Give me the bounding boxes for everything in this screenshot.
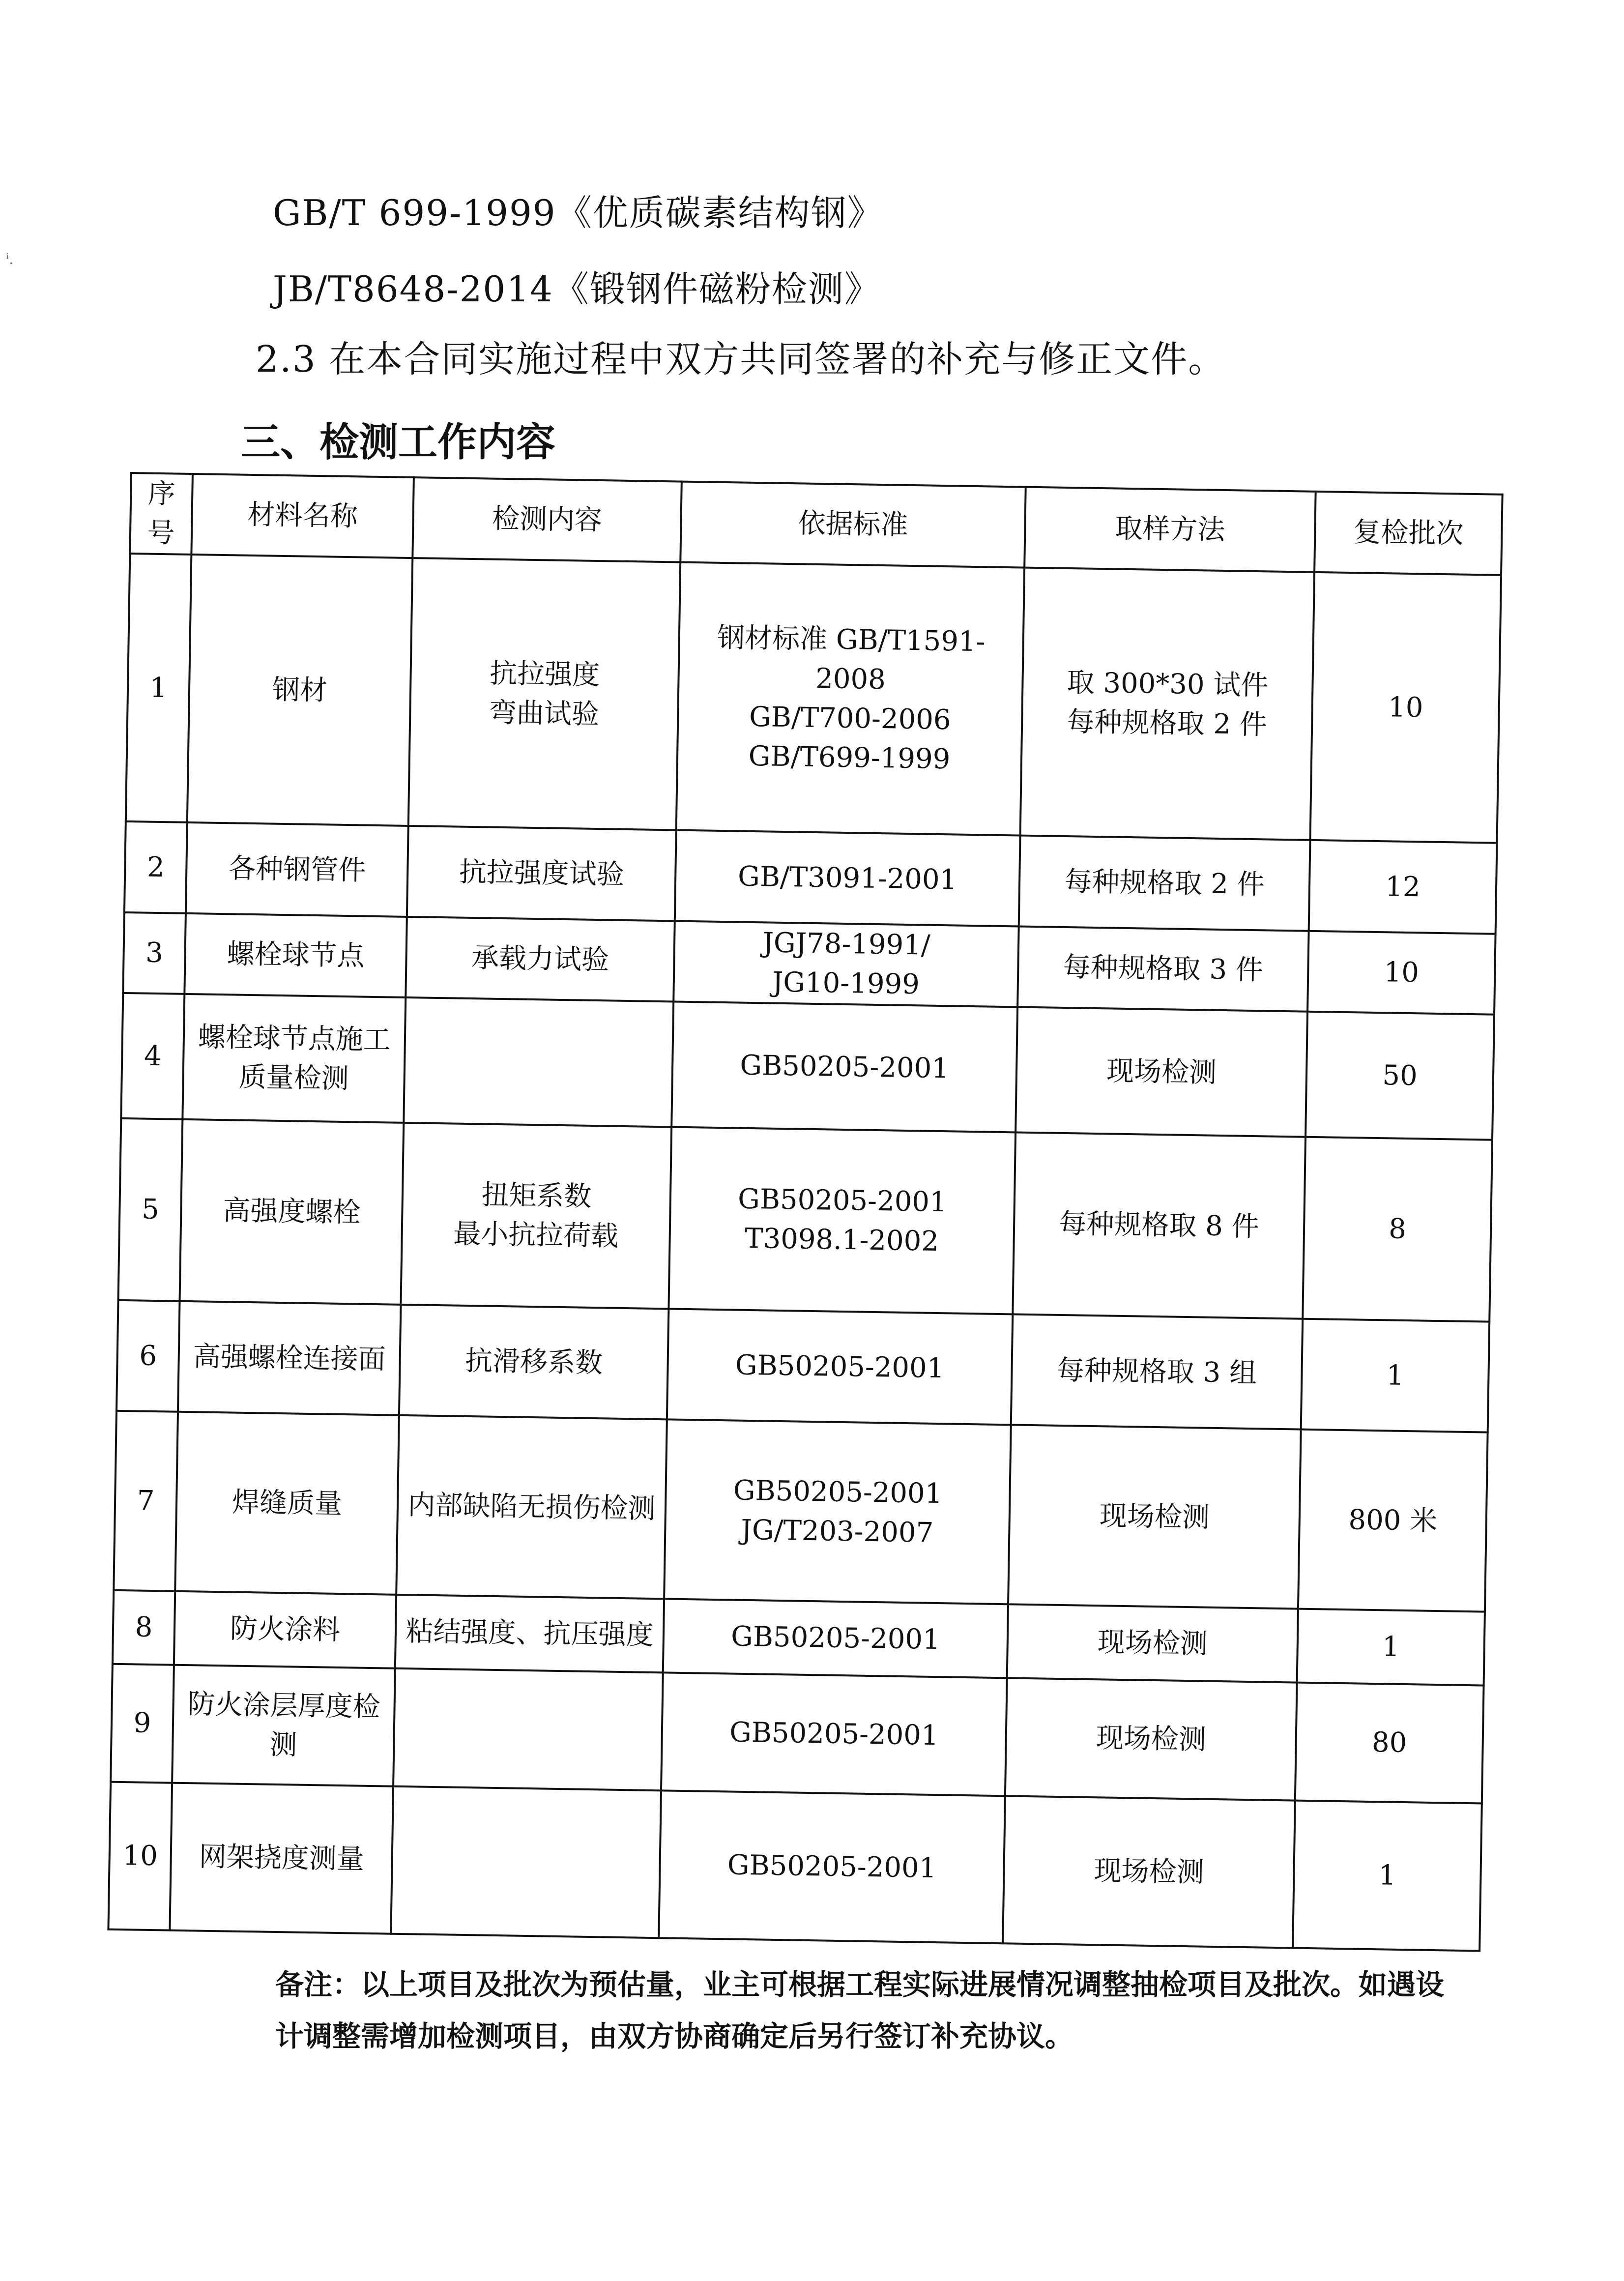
standard-cell: GB50205-2001 bbox=[661, 1672, 1007, 1796]
remark-note: 备注：以上项目及批次为预估量，业主可根据工程实际进展情况调整抽检项目及批次。如遇设计调整需增加检测项目，由双方协商确定后另行签订补充协议。 bbox=[275, 1968, 1445, 2053]
content-cell: 抗拉强度试验 bbox=[407, 826, 676, 921]
batches-cell: 800 米 bbox=[1298, 1430, 1488, 1612]
row-number-cell: 4 bbox=[121, 993, 184, 1119]
header-cell: 检测内容 bbox=[412, 477, 682, 562]
row-number-cell: 6 bbox=[116, 1300, 180, 1412]
inspection-table-container bbox=[107, 472, 1501, 1952]
method-cell: 现场检测 bbox=[1003, 1796, 1295, 1948]
table-row bbox=[121, 993, 1494, 1140]
row-number-cell: 8 bbox=[113, 1590, 175, 1665]
standard-cell: GB50205-2001 bbox=[671, 1001, 1017, 1132]
inspection-table bbox=[107, 472, 1503, 1952]
header-cell: 复检批次 bbox=[1314, 492, 1503, 575]
material-cell: 网架挠度测量 bbox=[170, 1783, 393, 1934]
method-cell: 现场检测 bbox=[1005, 1678, 1297, 1800]
batches-cell: 10 bbox=[1307, 931, 1496, 1015]
batches-cell: 12 bbox=[1309, 840, 1497, 934]
row-number-cell: 10 bbox=[108, 1782, 172, 1930]
row-number-cell: 1 bbox=[126, 554, 192, 822]
header-cell: 序号 bbox=[130, 473, 193, 555]
standard-cell: GB50205-2001 JG/T203-2007 bbox=[664, 1419, 1011, 1604]
method-cell: 每种规格取 3 组 bbox=[1011, 1314, 1303, 1429]
batches-cell: 50 bbox=[1305, 1012, 1494, 1140]
reference-line-2: JB/T8648-2014《锻钢件磁粉检测》 bbox=[273, 268, 881, 310]
reference-line-1: GB/T 699-1999《优质碳素结构钢》 bbox=[273, 192, 884, 234]
standard-cell: JGJ78-1991/ JG10-1999 bbox=[673, 921, 1018, 1007]
standard-cell: GB/T3091-2001 bbox=[675, 830, 1020, 927]
method-cell: 取 300*30 试件 每种规格取 2 件 bbox=[1020, 568, 1314, 840]
batches-cell: 1 bbox=[1297, 1609, 1485, 1686]
table-row bbox=[114, 1411, 1487, 1612]
table-row bbox=[108, 1782, 1481, 1951]
content-cell: 内部缺陷无损伤检测 bbox=[396, 1415, 667, 1599]
material-cell: 各种钢管件 bbox=[186, 822, 408, 917]
table-body bbox=[108, 554, 1501, 1951]
table-row bbox=[111, 1664, 1483, 1804]
material-cell: 焊缝质量 bbox=[175, 1412, 399, 1595]
material-cell: 螺栓球节点 bbox=[184, 913, 407, 997]
standard-cell: GB50205-2001 bbox=[659, 1790, 1005, 1943]
batches-cell: 8 bbox=[1303, 1137, 1492, 1322]
standard-cell: GB50205-2001 T3098.1-2002 bbox=[668, 1127, 1015, 1314]
header-cell: 材料名称 bbox=[191, 474, 414, 558]
content-cell bbox=[391, 1786, 661, 1938]
header-cell: 取样方法 bbox=[1024, 487, 1316, 572]
row-number-cell: 5 bbox=[118, 1118, 183, 1301]
material-cell: 高强螺栓连接面 bbox=[178, 1301, 401, 1415]
content-cell bbox=[393, 1668, 663, 1791]
content-cell: 扭矩系数 最小抗拉荷载 bbox=[401, 1123, 671, 1309]
table-row bbox=[118, 1118, 1492, 1322]
standard-cell: GB50205-2001 bbox=[663, 1599, 1008, 1678]
method-cell: 每种规格取 3 件 bbox=[1017, 927, 1309, 1012]
section-title: 三、检测工作内容 bbox=[241, 419, 555, 465]
standard-cell: GB50205-2001 bbox=[667, 1309, 1013, 1425]
table-row bbox=[116, 1300, 1489, 1433]
material-cell: 防火涂料 bbox=[174, 1591, 396, 1668]
batches-cell: 10 bbox=[1310, 572, 1502, 843]
material-cell: 高强度螺栓 bbox=[180, 1119, 404, 1305]
material-cell: 防火涂层厚度检 测 bbox=[172, 1665, 395, 1786]
method-cell: 每种规格取 2 件 bbox=[1019, 836, 1310, 931]
row-number-cell: 9 bbox=[111, 1664, 174, 1783]
header-cell: 依据标准 bbox=[680, 482, 1025, 568]
reference-line-3: 2.3 在本合同实施过程中双方共同签署的补充与修正文件。 bbox=[256, 338, 1226, 380]
method-cell: 现场检测 bbox=[1008, 1425, 1301, 1608]
method-cell: 每种规格取 8 件 bbox=[1013, 1132, 1305, 1318]
material-cell: 钢材 bbox=[187, 555, 413, 826]
row-number-cell: 7 bbox=[114, 1411, 178, 1591]
batches-cell: 80 bbox=[1295, 1683, 1484, 1804]
method-cell: 现场检测 bbox=[1007, 1604, 1298, 1682]
material-cell: 螺栓球节点施工 质量检测 bbox=[182, 994, 406, 1123]
content-cell: 抗拉强度 弯曲试验 bbox=[408, 558, 680, 830]
content-cell: 粘结强度、抗压强度 bbox=[395, 1595, 664, 1673]
method-cell: 现场检测 bbox=[1015, 1007, 1307, 1137]
batches-cell: 1 bbox=[1293, 1801, 1482, 1951]
content-cell: 抗滑移系数 bbox=[399, 1305, 668, 1420]
content-cell bbox=[404, 997, 673, 1127]
content-cell: 承载力试验 bbox=[406, 917, 675, 1002]
row-number-cell: 2 bbox=[124, 821, 187, 913]
table-row bbox=[126, 554, 1501, 843]
row-number-cell: 3 bbox=[123, 912, 186, 994]
batches-cell: 1 bbox=[1301, 1319, 1489, 1433]
standard-cell: 钢材标准 GB/T1591-2008 GB/T700-2006 GB/T699-1999 bbox=[676, 562, 1024, 836]
scan-mark: ⁱ. bbox=[6, 251, 14, 268]
